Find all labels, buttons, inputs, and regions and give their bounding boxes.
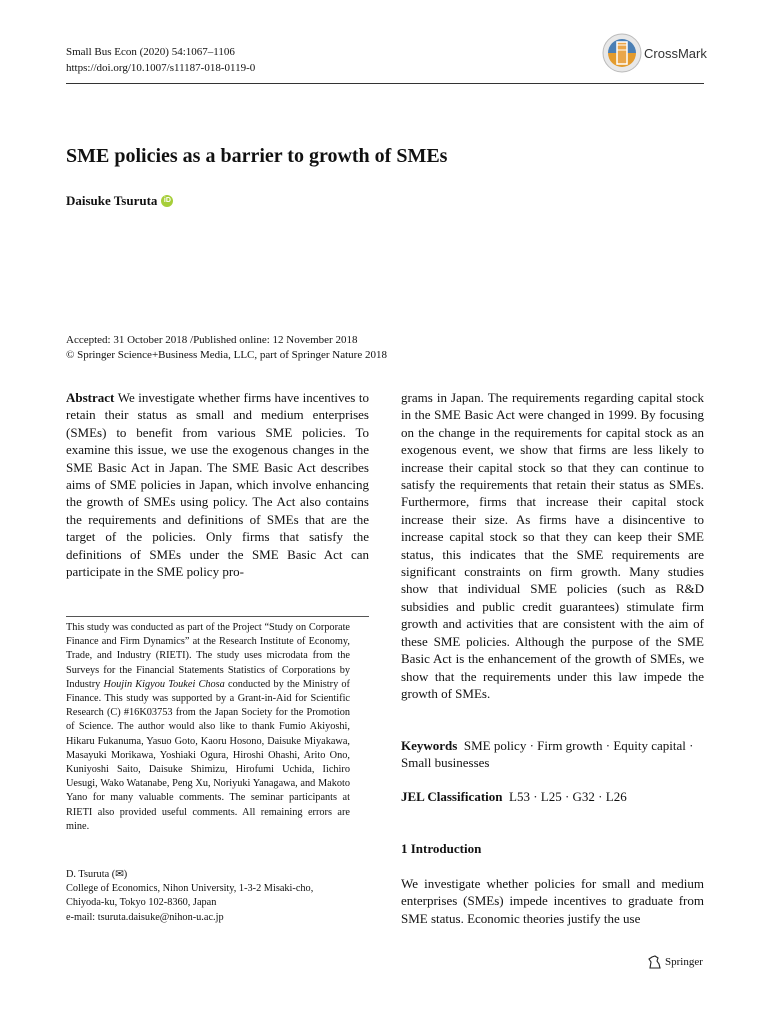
acknowledgement-footnote	[66, 621, 350, 834]
publisher-logo	[648, 955, 703, 969]
corresponding-author: D. Tsuruta (	[66, 869, 116, 880]
header-divider	[66, 83, 704, 84]
author-email[interactable]: e-mail: tsuruta.daisuke@nihon-u.ac.jp	[66, 911, 224, 923]
author-line	[66, 193, 173, 209]
accepted-published-dates: Accepted: 31 October 2018 /Published online: 12 November 2018	[66, 334, 358, 346]
abstract-left	[66, 389, 369, 580]
affiliation-line-2: Chiyoda-ku, Tokyo 102-8360, Japan	[66, 897, 217, 909]
publisher-name: Springer	[665, 956, 703, 968]
affiliation-line-1: College of Economics, Nihon University, 1-3-2 Misaki-cho,	[66, 883, 314, 895]
corresponding-author-end: )	[123, 869, 128, 880]
journal-reference: Small Bus Econ (2020) 54:1067–1106	[66, 46, 235, 58]
abstract-text-right: grams in Japan. The requirements regarding capital stock in the SME Basic Act were changed in 1999. By focusing on the change in the requirements for capital stock as an exogenous event, we show that firms are less likely to increase their capital stock so that they can continue to satisfy the requirements that retain their status as SMEs. Furthermore, firms that increase their capital stock increase their size. As firms have a disincentive to increase capital stock so that they can keep their SME status, this indicates that the SME requirements are significant constraints on firm growth. Many studies show that individual SME policies (such as R&D subsidies and public credit guarantees) stimulate firm growth and activities that are consistent with the aim of these SME policies. Although the purpose of the SME Basic Act is the enhancement of the growth of SMEs, we show that the requirements under this law impede the growth of SMEs.	[401, 390, 704, 701]
footnote-italic-title: Houjin Kigyou Toukei Chosa	[103, 678, 225, 690]
jel-classification	[401, 789, 704, 805]
orcid-icon[interactable]: iD	[161, 195, 173, 207]
doi-link[interactable]: https://doi.org/10.1007/s11187-018-0119-0	[66, 62, 256, 74]
author-name: Daisuke Tsuruta	[66, 193, 158, 208]
correspondence-name-line	[66, 868, 366, 882]
abstract-label: Abstract	[66, 390, 115, 405]
keywords-label: Keywords	[401, 738, 458, 753]
copyright-notice: © Springer Science+Business Media, LLC, part of Springer Nature 2018	[66, 349, 387, 361]
footnote-divider	[66, 616, 369, 617]
abstract-right	[401, 389, 704, 702]
section-heading-introduction: 1 Introduction	[401, 841, 482, 856]
abstract-text-left: We investigate whether firms have incentives to retain their status as small and medium enterprises (SMEs) to benefit from various SME policies. To examine this issue, we use the exogenous changes in the SME Basic Act in Japan. The SME Basic Act describes aims of SME policies in Japan, which involve enhancing the growth of SMEs using policy. The Act also contains the requirements and definitions of SMEs that are the target of the policies. Only firms that satisfy the definitions of SMEs under the SME Basic Act can participate in the SME policy pro-	[66, 390, 370, 580]
journal-citation	[66, 44, 255, 76]
envelope-icon: ✉	[115, 869, 124, 880]
jel-codes: L53 · L25 · G32 · L26	[509, 789, 627, 804]
correspondence-block	[66, 868, 366, 925]
article-title: SME policies as a barrier to growth of SMEs	[66, 145, 448, 167]
crossmark-icon	[602, 33, 642, 73]
footnote-text-1: This study was conducted as part of the Project “Study on Corporate Finance and Firm Dynamics” at the Research Institute of Economy, Trade, and Industry (RIETI). The study uses microdata from the Surveys for the Financial Statements Statistics of Corporations by Industry	[66, 622, 350, 690]
crossmark-badge[interactable]	[602, 33, 710, 77]
publication-dates	[66, 333, 387, 363]
jel-label: JEL Classification	[401, 789, 503, 804]
keywords	[401, 737, 704, 772]
introduction-text: We investigate whether policies for small and medium enterprises (SMEs) impede incentives to graduate from SME status. Economic theories justify the use	[401, 876, 704, 926]
springer-horse-icon	[648, 955, 661, 969]
keywords-text: SME policy · Firm growth · Equity capital · Small businesses	[401, 738, 694, 771]
footnote-text-2: conducted by the Ministry of Finance. This study was supported by a Grant-in-Aid for Scientific Research (C) #16K03753 from the Japan Society for the Promotion of Science. The author would also like to thank Fumio Akiyoshi, Hikaru Fukanuma, Yasuo Goto, Kaoru Hosono, Daisuke Miyakawa, Masayuki Morikawa, Yoshiaki Ogura, Hiroshi Ohashi, Arito Ono, Kuniyoshi Saito, Daisuke Shimizu, Hirofumi Uchida, Iichiro Uesugi, Wako Watanabe, Peng Xu, Noriyuki Yanagawa, and Makoto Yano for many valuable comments. The seminar participants at RIETI also provided useful comments. All remaining errors are mine.	[66, 678, 350, 832]
crossmark-label: CrossMark	[644, 46, 707, 61]
